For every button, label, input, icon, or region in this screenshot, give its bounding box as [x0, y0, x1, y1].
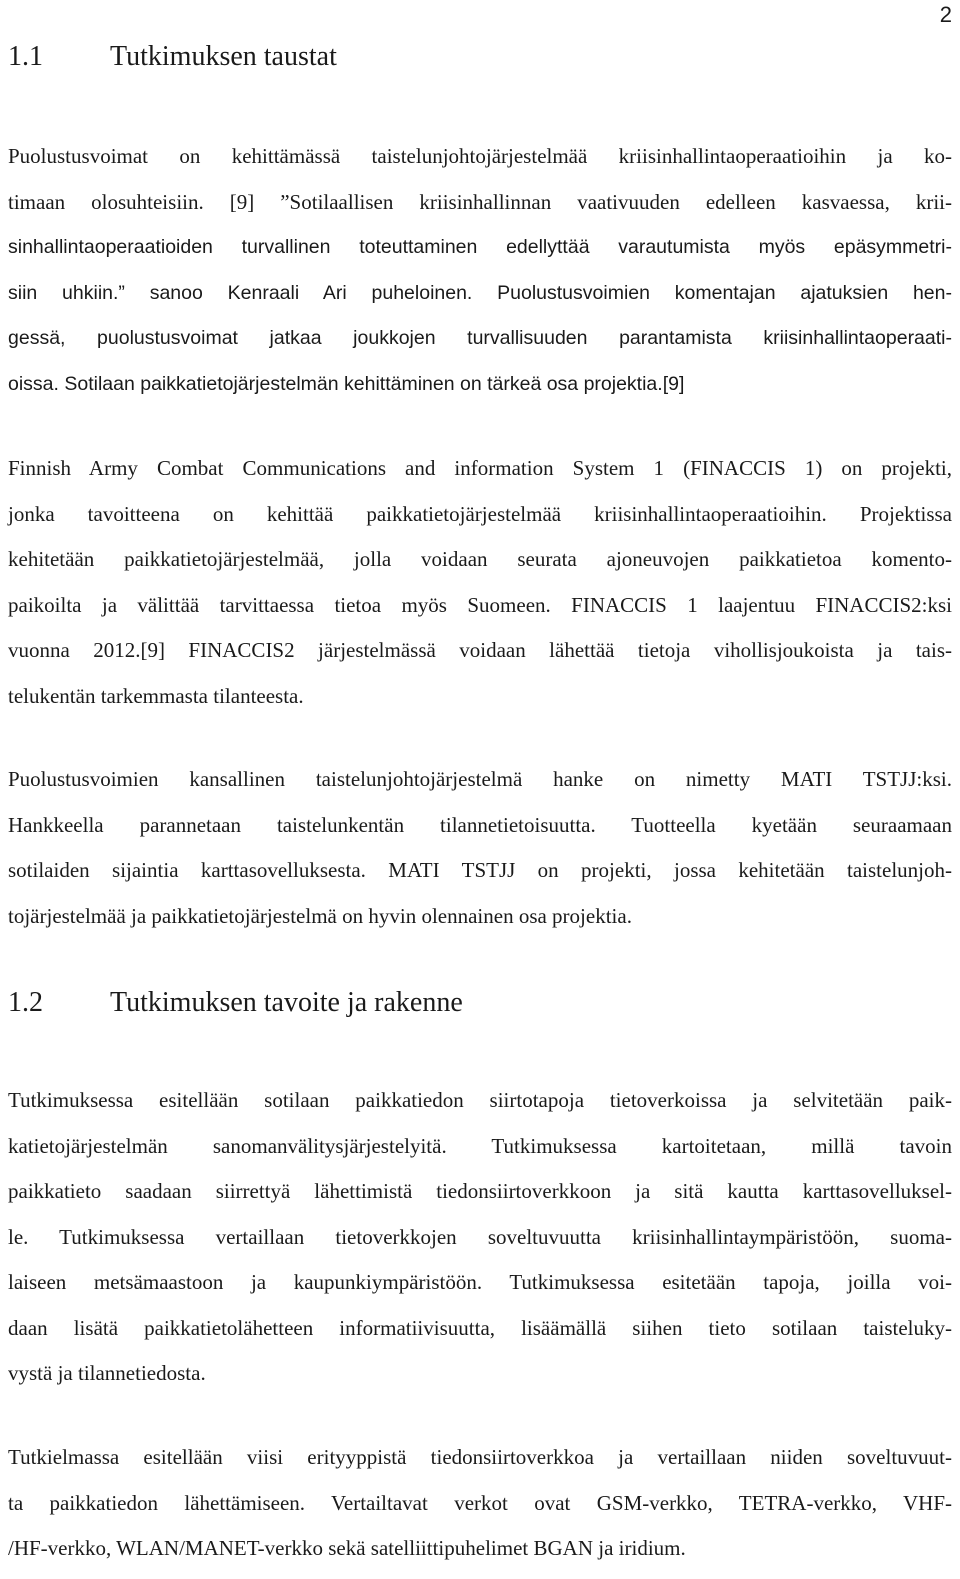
paragraph-line: timaan olosuhteisiin. [9] ”Sotilaallisen kriisinhallinnan vaativuuden edelleen kasvaessa, krii-: [8, 189, 952, 214]
page-number: 2: [939, 2, 952, 27]
paragraph-line: sinhallintaoperaatioiden turvallinen toteuttaminen edellyttää varautumista myös epäsymmetri-: [8, 236, 952, 258]
section-title: Tutkimuksen taustat: [110, 41, 337, 72]
paragraph-5: [8, 1442, 952, 1579]
paragraph-line: vuonna 2012.[9] FINACCIS2 järjestelmässä voidaan lähettää tietoja vihollisjoukoista ja tais-: [8, 638, 952, 662]
paragraph-line: Puolustusvoimien kansallinen taistelunjohtojärjestelmä hanke on nimetty MATI TSTJJ:ksi.: [8, 767, 952, 791]
paragraph-line: sotilaiden sijaintia karttasovelluksesta. MATI TSTJJ on projekti, jossa kehitetään taistelunjoh-: [8, 858, 952, 882]
paragraph-4: [8, 1085, 952, 1404]
paragraph-line: jonka tavoitteena on kehittää paikkatietojärjestelmää kriisinhallintaoperaatioihin. Projektissa: [8, 501, 952, 526]
paragraph-line: /HF-verkko, WLAN/MANET-verkko sekä satelliittipuhelimet BGAN ja iridium.: [8, 1536, 686, 1560]
paragraph-line: le. Tutkimuksessa vertaillaan tietoverkkojen soveltuvuutta kriisinhallintaympäristöön, suoma-: [8, 1224, 952, 1249]
paragraph-line: siin uhkiin.” sanoo Kenraali Ari puheloinen. Puolustusvoimien komentajan ajatuksien hen-: [8, 281, 952, 304]
section-heading-1-1: [8, 41, 337, 73]
paragraph-line: Finnish Army Combat Communications and information System 1 (FINACCIS 1) on projekti,: [8, 456, 952, 480]
paragraph-1: [8, 141, 952, 414]
section-heading-1-2: [8, 987, 463, 1019]
section-number: 1.1: [8, 41, 43, 72]
paragraph-line: telukentän tarkemmasta tilanteesta.: [8, 683, 304, 708]
paragraph-line: paikkatieto saadaan siirrettyä lähettimistä tiedonsiirtoverkkoon ja sitä kautta karttasovelluksel-: [8, 1179, 952, 1203]
paragraph-line: gessä, puolustusvoimat jatkaa joukkojen turvallisuuden parantamista kriisinhallintaoperaati-: [8, 327, 952, 349]
paragraph-line: paikoilta ja välittää tarvittaessa tietoa myös Suomeen. FINACCIS 1 laajentuu FINACCIS2:ksi: [8, 592, 952, 617]
paragraph-line: Puolustusvoimat on kehittämässä taistelunjohtojärjestelmää kriisinhallintaoperaatioihin ja ko-: [8, 144, 952, 168]
paragraph-line: Tutkielmassa esitellään viisi erityyppistä tiedonsiirtoverkkoa ja vertaillaan niiden soveltuvuut-: [8, 1445, 952, 1469]
paragraph-2: [8, 453, 952, 726]
paragraph-line: Hankkeella parannetaan taistelunkentän tilannetietoisuutta. Tuotteella kyetään seuraamaan: [8, 812, 952, 837]
paragraph-line: laiseen metsämaastoon ja kaupunkiympäristöön. Tutkimuksessa esitetään tapoja, joilla voi-: [8, 1270, 952, 1294]
paragraph-line: katietojärjestelmän sanomanvälitysjärjestelyitä. Tutkimuksessa kartoitetaan, millä tavoin: [8, 1133, 952, 1158]
paragraph-line: Tutkimuksessa esitellään sotilaan paikkatiedon siirtotapoja tietoverkoissa ja selvitetään paik-: [8, 1088, 952, 1112]
section-number: 1.2: [8, 987, 43, 1018]
paragraph-line: daan lisätä paikkatietolähetteen informatiivisuutta, lisäämällä siihen tieto sotilaan taisteluky-: [8, 1315, 952, 1340]
paragraph-line: tojärjestelmää ja paikkatietojärjestelmä on hyvin olennainen osa projektia.: [8, 903, 632, 928]
paragraph-line: ta paikkatiedon lähettämiseen. Vertailtavat verkot ovat GSM-verkko, TETRA-verkko, VHF-: [8, 1490, 952, 1515]
paragraph-line: kehitetään paikkatietojärjestelmää, jolla voidaan seurata ajoneuvojen paikkatietoa komento-: [8, 547, 952, 571]
paragraph-line: vystä ja tilannetiedosta.: [8, 1361, 206, 1385]
section-title: Tutkimuksen tavoite ja rakenne: [110, 987, 463, 1018]
paragraph-line: oissa. Sotilaan paikkatietojärjestelmän kehittäminen on tärkeä osa projektia.[9]: [8, 372, 685, 395]
paragraph-3: [8, 764, 952, 946]
